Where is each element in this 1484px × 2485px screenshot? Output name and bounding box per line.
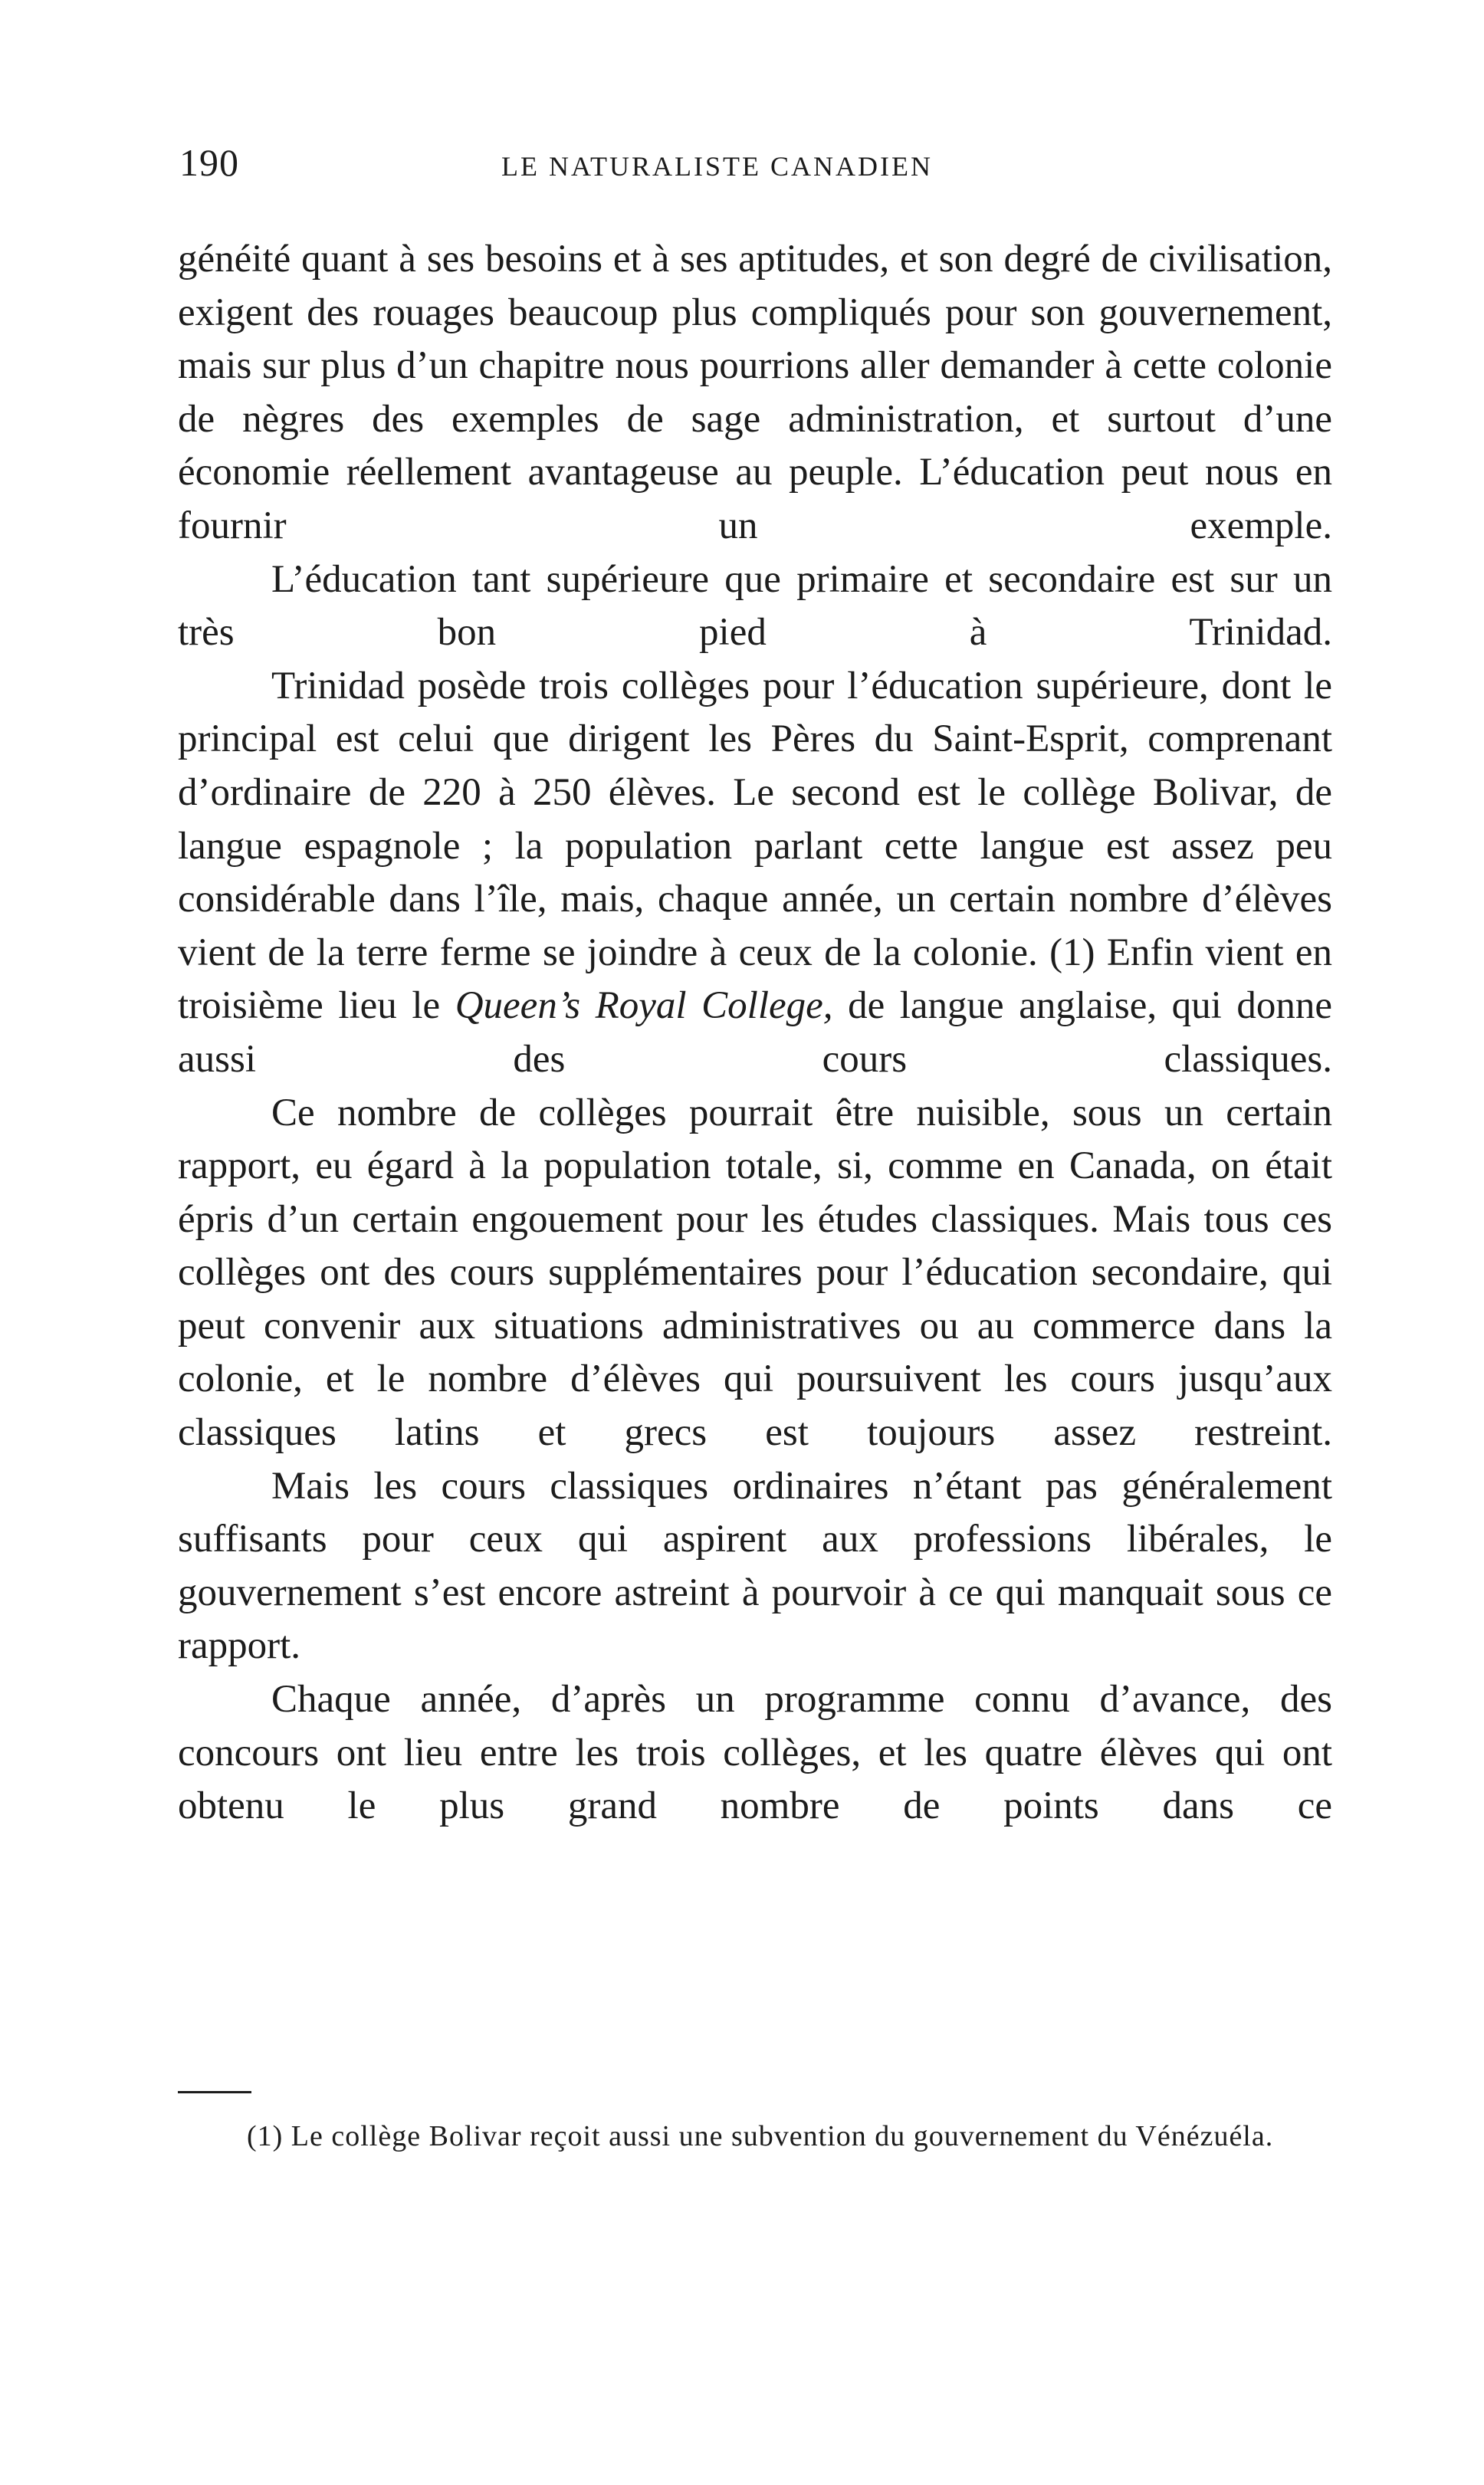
footnote-rule — [178, 2091, 251, 2093]
paragraph-3-text-a: Trinidad posède trois collèges pour l’éducation supérieure, dont le principal est celui que dirigent les Pères du Saint-Esprit, comprenant d’ordinaire de 220 à 250 élèves. Le second est le collège Bolivar, de langue espagnole ; la population parlant cette langue est assez peu considérable dans l’île, mais, chaque année, un certain nombre d’élèves vient de la terre ferme se joindre à ceux de la colonie. (1) Enfin vient en troisième lieu le — [178, 664, 1332, 1028]
paragraph-4: Ce nombre de collèges pourrait être nuisible, sous un certain rapport, eu égard à la population totale, si, comme en Canada, on était épris d’un certain engouement pour les études classiques. Mais tous ces collèges ont des cours supplémentaires pour l’éducation secondaire, qui peut convenir aux situations administratives ou au commerce dans la colonie, et le nombre d’élèves qui poursuivent les cours jusqu’aux classiques latins et grecs est toujours assez restreint. — [178, 1091, 1332, 1455]
paragraph-3 — [178, 660, 1332, 1087]
paragraph-6: Chaque année, d’après un programme connu d’avance, des concours ont lieu entre les trois collèges, et les quatre élèves qui ont obtenu le plus grand nombre de points dans ce — [178, 1678, 1332, 1828]
paragraph-3-text-b: de langue anglaise, qui donne aussi des cours classiques. — [178, 984, 1332, 1081]
page-number: 190 — [179, 141, 239, 184]
body-text — [178, 233, 1332, 1833]
paragraph-2: L’éducation tant supérieure que primaire et secondaire est sur un très bon pied à Trinidad. — [178, 557, 1332, 655]
college-name-italic: Queen’s Royal College, — [455, 984, 833, 1028]
paragraph-5: Mais les cours classiques ordinaires n’étant pas généralement suffisants pour ceux qui aspirent aux professions libérales, le gouvernement s’est encore astreint à pourvoir à ce qui manquait sous ce rapport. — [178, 1464, 1332, 1668]
page-header — [179, 140, 1344, 193]
footnote: (1) Le collège Bolivar reçoit aussi une subvention du gouvernement du Vénézuéla. — [247, 2120, 1274, 2152]
running-title: LE NATURALISTE CANADIEN — [501, 151, 933, 182]
paragraph-1: généité quant à ses besoins et à ses aptitudes, et son degré de civilisation, exigent des rouages beaucoup plus compliqués pour son gouvernement, mais sur plus d’un chapitre nous pourrions aller demander à cette colonie de nègres des exemples de sage administration, et surtout d’une économie réellement avantageuse au peuple. L’éducation peut nous en fournir un exemple. — [178, 238, 1332, 547]
